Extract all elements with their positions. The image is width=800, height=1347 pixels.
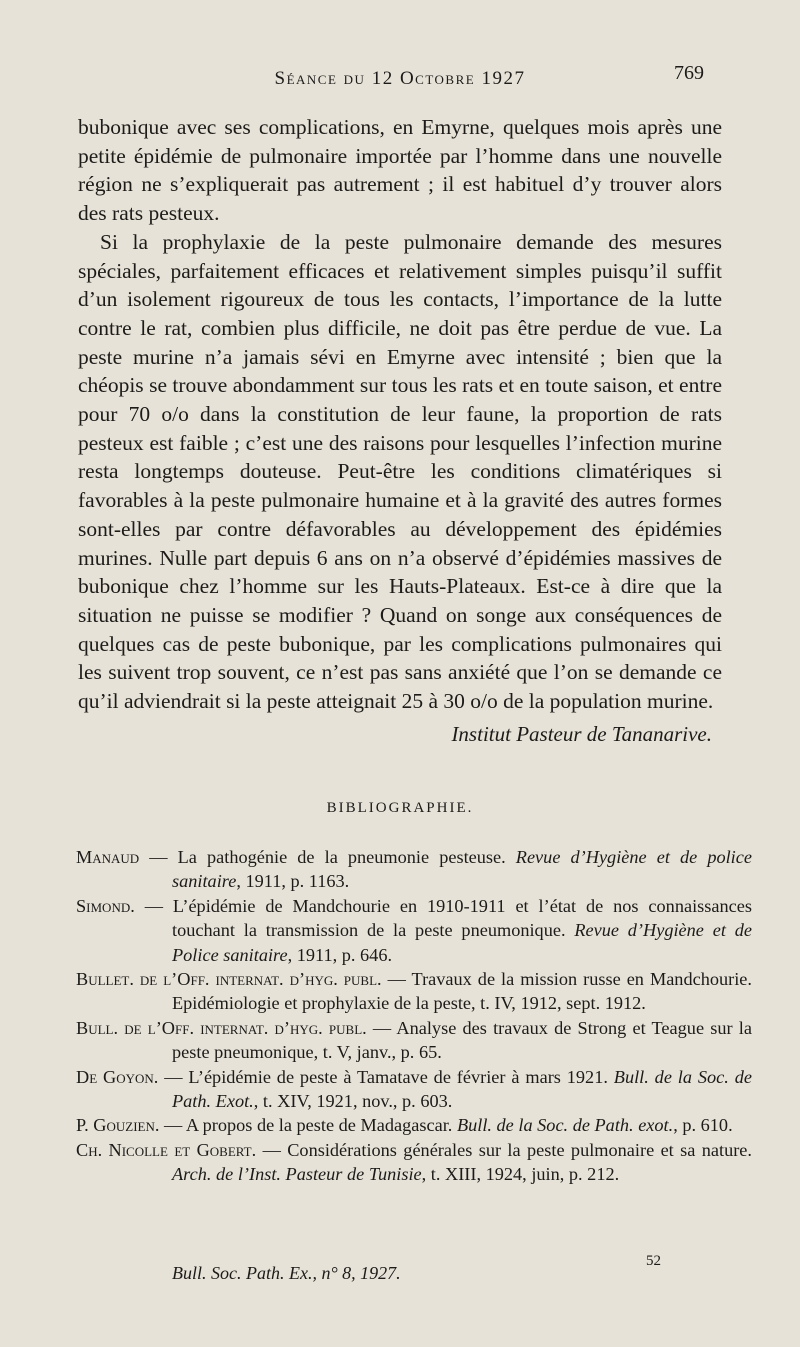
entry-journal: Bull. de la Soc. de Path. exot. bbox=[456, 1115, 674, 1136]
footer-citation: Bull. Soc. Path. Ex., n° 8, 1927. bbox=[172, 1263, 401, 1283]
entry-journal: Bull. de la Soc. de Path. Exot. bbox=[172, 1066, 752, 1112]
entry-author: Bullet. de l’Off. internat. d’hyg. publ. bbox=[76, 969, 382, 990]
entry-text: — Considérations générales sur la peste pulmonaire et sa nature. bbox=[256, 1139, 752, 1160]
entry-rest: , 1911, p. 1163. bbox=[236, 871, 350, 892]
bibliography-entry bbox=[76, 1138, 752, 1187]
entry-text: — La pathogénie de la pneumonie pesteuse. bbox=[139, 847, 516, 867]
entry-text: — L’épidémie de peste à Tamatave de février à mars 1921. bbox=[158, 1066, 614, 1087]
bibliography-heading: BIBLIOGRAPHIE. bbox=[326, 800, 474, 816]
running-title: Séance du 12 Octobre 1927 bbox=[274, 68, 526, 89]
signature-mark: 52 bbox=[646, 1253, 661, 1269]
institution-signature: Institut Pasteur de Tananarive. bbox=[451, 722, 712, 746]
entry-author: Bull. de l’Off. internat. d’hyg. publ. bbox=[76, 1017, 367, 1038]
entry-rest: , t. XIII, 1924, juin, p. 212. bbox=[421, 1164, 620, 1185]
entry-author: Simond. bbox=[76, 895, 135, 916]
bibliography-entry bbox=[76, 1113, 752, 1137]
entry-rest: , p. 610. bbox=[673, 1115, 733, 1136]
entry-rest: , t. XIV, 1921, nov., p. 603. bbox=[253, 1091, 453, 1112]
entry-author: De Goyon. bbox=[76, 1066, 159, 1087]
bibliography-entry bbox=[76, 845, 752, 894]
bibliography-list bbox=[76, 845, 752, 1187]
bibliography-entry bbox=[76, 1016, 752, 1065]
entry-rest: , 1911, p. 646. bbox=[287, 944, 393, 965]
entry-text: — Analyse des travaux de Strong et Teague sur la peste pneumonique, t. V, janv., p. 65. bbox=[172, 1017, 752, 1063]
entry-journal: Revue d’Hygiène et de police sanitaire bbox=[172, 847, 752, 892]
bibliography-entry bbox=[76, 967, 752, 1016]
page-number: 769 bbox=[674, 62, 704, 84]
body-text bbox=[78, 113, 722, 716]
paragraph: bubonique avec ses complications, en Emyrne, quelques mois après une petite épidémie de pulmonaire importée par l’homme dans une nouvelle région ne s’expliquerait pas autrement ; il est habituel d’y trouver alors des rats pesteux. bbox=[78, 115, 722, 226]
entry-text: — Travaux de la mission russe en Mandchourie. Epidémiologie et prophylaxie de la peste, t. IV, 1912, sept. 1912. bbox=[172, 969, 752, 1014]
entry-author: P. Gouzien. bbox=[76, 1115, 160, 1136]
entry-journal: Revue d’Hygiène et de Police sanitaire bbox=[172, 920, 752, 965]
entry-text: — A propos de la peste de Madagascar. bbox=[159, 1115, 457, 1136]
entry-author: Ch. Nicolle et Gobert. bbox=[76, 1139, 257, 1160]
entry-journal: Arch. de l’Inst. Pasteur de Tunisie bbox=[172, 1164, 422, 1185]
paragraph: Si la prophylaxie de la peste pulmonaire demande des mesures spéciales, parfaitement efficaces et relativement simples puisqu’il suffit d’un isolement rigoureux de tous les contacts, l’importance de la lutte contre le rat, combien plus difficile, ne doit pas être perdue de vue. La peste murine n’a jamais sévi en Emyrne avec intensité ; bien que la chéopis se trouve abondamment sur tous les rats et en toute saison, et entre pour 70 o/o dans la constitution de leur faune, la proportion de rats pesteux est faible ; c’est une des raisons pour lesquelles l’infection murine resta longtemps douteuse. Peut-être les conditions climatériques si favorables à la peste pulmonaire humaine et à la gravité des autres formes sont-elles par contre défavorables au développement des épidémies murines. Nulle part depuis 6 ans on n’a observé d’épidémies massives de bubonique chez l’homme sur les Hauts-Plateaux. Est-ce à dire que la situation ne puisse se modifier ? Quand on songe aux conséquences de quelques cas de peste bubonique, par les complications pulmonaires qui les suivent trop souvent, ce n’est pas sans anxiété que l’on se demande ce qu’il adviendrait si la peste atteignait 25 à 30 o/o de la population murine. bbox=[78, 229, 722, 714]
bibliography-entry bbox=[76, 894, 752, 967]
entry-text: — L’épidémie de Mandchourie en 1910-1911 et l’état de nos connaissances touchant la transmission de la peste pneumonique. bbox=[134, 895, 752, 941]
bibliography-entry bbox=[76, 1065, 752, 1114]
entry-author: Manaud bbox=[76, 847, 140, 867]
